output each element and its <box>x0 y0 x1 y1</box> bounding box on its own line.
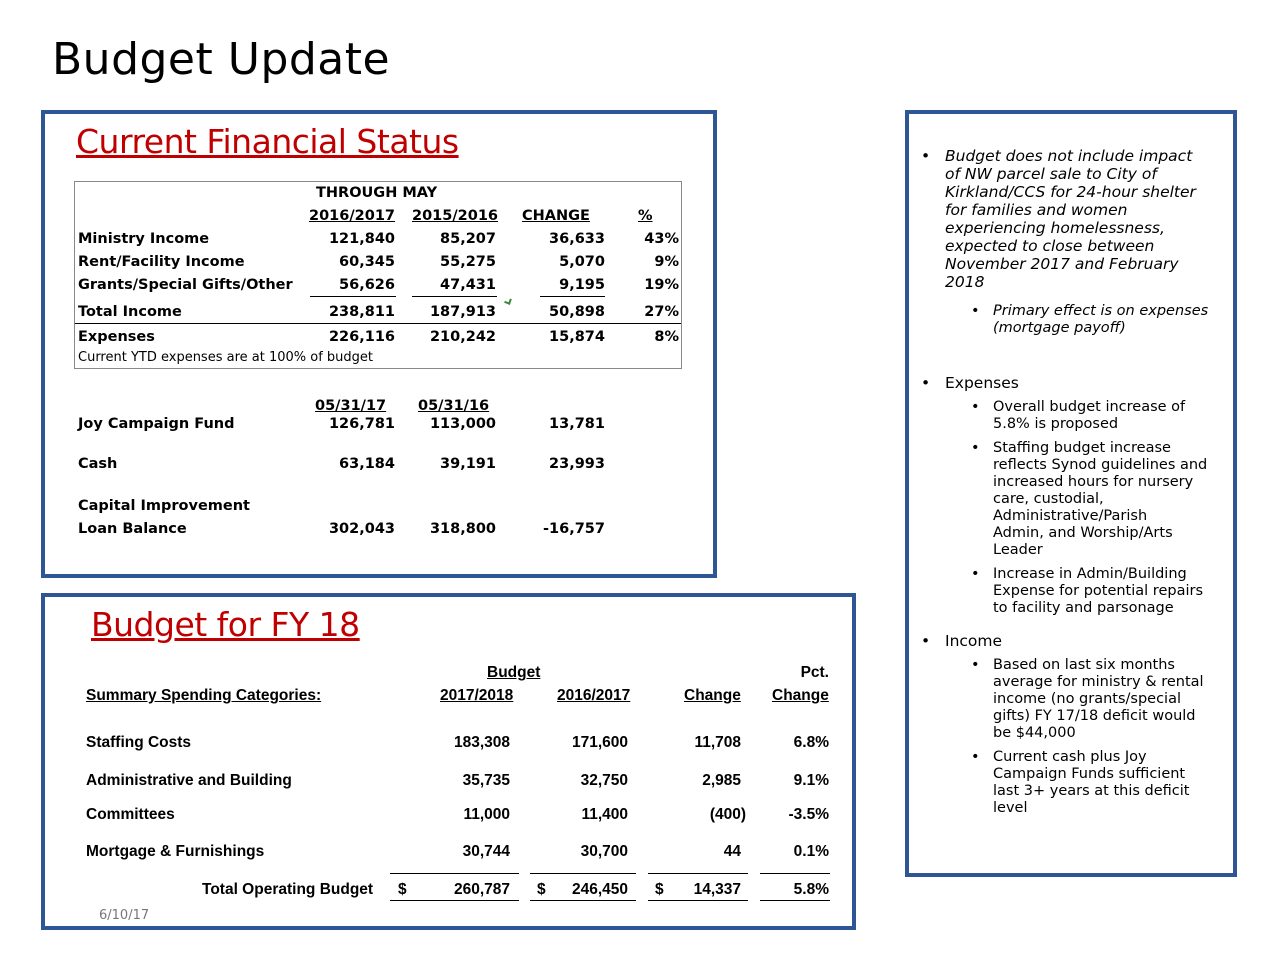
col-2016-2017: 2016/2017 <box>557 687 631 704</box>
budget-row-label: Administrative and Building <box>86 772 292 789</box>
balance-value: -16,757 <box>543 521 605 537</box>
note-income-heading: Income <box>945 632 1003 650</box>
col-change: Change <box>684 687 741 704</box>
balance-label: Cash <box>78 456 118 472</box>
total-underline <box>530 900 636 901</box>
budget-row-value: (400) <box>709 806 746 823</box>
row-value: 60,345 <box>339 254 395 270</box>
col-date-2017: 05/31/17 <box>315 398 387 414</box>
note-staffing: Staffing budget increase reflects Synod guidelines and increased hours for nursery care, custodial, Administrative/Parish Admin, and Worship/Arts Leader <box>993 440 1208 558</box>
bullet-icon: • <box>971 399 980 415</box>
row-value: 226,116 <box>328 329 395 345</box>
row-label: Total Income <box>78 304 182 320</box>
note-six-months: Based on last six months average for ministry & rental income (no grants/special gifts) FY 17/18 deficit would be $44,000 <box>993 657 1204 741</box>
note-parcel-sale: Budget does not include impact of NW parcel sale to City of Kirkland/CCS for 24-hour shelter for families and women experiencing homelessness, expected to close between November 2017 and February 2018 <box>945 147 1196 291</box>
balance-value: 63,184 <box>339 456 395 472</box>
row-value: 36,633 <box>549 231 605 247</box>
budget-row-value: 183,308 <box>453 734 510 751</box>
row-value: 85,207 <box>440 231 496 247</box>
budget-row-value: 30,744 <box>462 843 510 860</box>
col-percent: % <box>638 208 653 224</box>
row-value: 19% <box>644 277 679 293</box>
row-value: 15,874 <box>549 329 605 345</box>
budget-row-label: Staffing Costs <box>86 734 192 751</box>
budget-row-value: 171,600 <box>571 734 628 751</box>
row-value: 55,275 <box>440 254 496 270</box>
financial-status-heading: Current Financial Status <box>76 122 459 161</box>
pct-col-header: Pct. <box>800 664 829 681</box>
bullet-icon: • <box>971 566 980 582</box>
col-pct-change: Change <box>772 687 829 704</box>
currency-symbol: $ <box>537 881 546 898</box>
currency-symbol: $ <box>655 881 664 898</box>
row-value: 8% <box>654 329 679 345</box>
total-underline <box>390 900 519 901</box>
bullet-icon: • <box>971 657 980 673</box>
through-may-label: THROUGH MAY <box>316 185 438 201</box>
total-rule <box>530 873 636 874</box>
budget-row-value: 32,750 <box>580 772 628 789</box>
budget-row-value: 2,985 <box>702 772 741 789</box>
budget-row-label: Committees <box>86 806 175 823</box>
budget-row-value: 9.1% <box>793 772 829 789</box>
note-primary-effect: Primary effect is on expenses (mortgage payoff) <box>993 303 1209 336</box>
row-value: 210,242 <box>429 329 496 345</box>
col-2016-2017: 2016/2017 <box>309 208 396 224</box>
total-budget-label: Total Operating Budget <box>202 881 374 898</box>
total-rule <box>648 873 748 874</box>
total-value: 260,787 <box>453 881 510 898</box>
budget-row-value: 30,700 <box>580 843 628 860</box>
budget-row-label: Mortgage & Furnishings <box>86 843 265 860</box>
row-label: Rent/Facility Income <box>78 254 245 270</box>
balance-label: Capital Improvement <box>78 498 250 514</box>
balance-value: 126,781 <box>328 416 395 432</box>
currency-symbol: $ <box>398 881 407 898</box>
balance-label: Joy Campaign Fund <box>78 416 235 432</box>
budget-row-value: 44 <box>723 843 741 860</box>
total-value: 5.8% <box>793 881 829 898</box>
note-admin-building: Increase in Admin/Building Expense for potential repairs to facility and parsonage <box>993 566 1203 616</box>
note-cash-sufficient: Current cash plus Joy Campaign Funds sufficient last 3+ years at this deficit level <box>993 749 1190 816</box>
row-label: Ministry Income <box>78 231 210 247</box>
budget-row-value: -3.5% <box>788 806 829 823</box>
budget-row-value: 11,708 <box>694 734 741 751</box>
budget-heading: Budget for FY 18 <box>91 605 360 644</box>
row-value: 50,898 <box>549 304 605 320</box>
balance-value: 23,993 <box>549 456 605 472</box>
balance-label: Loan Balance <box>78 521 187 537</box>
bullet-icon: • <box>921 147 931 165</box>
bullet-icon: • <box>971 440 980 456</box>
subtotal-rule <box>310 296 396 297</box>
row-label: Grants/Special Gifts/Other <box>78 277 293 293</box>
total-value: 14,337 <box>693 881 741 898</box>
col-2015-2016: 2015/2016 <box>412 208 499 224</box>
budget-row-value: 6.8% <box>793 734 829 751</box>
page-title: Budget Update <box>52 34 391 85</box>
row-value: 5,070 <box>559 254 605 270</box>
row-value: 47,431 <box>440 277 496 293</box>
total-underline <box>760 900 830 901</box>
subtotal-rule <box>540 296 605 297</box>
col-date-2016: 05/31/16 <box>418 398 490 414</box>
bullet-icon: • <box>921 374 931 392</box>
balance-value: 302,043 <box>328 521 395 537</box>
note-expenses-heading: Expenses <box>945 374 1019 392</box>
row-value: 187,913 <box>429 304 496 320</box>
budget-row-value: 11,400 <box>581 806 628 823</box>
summary-categories-label: Summary Spending Categories: <box>86 687 322 704</box>
note-overall-increase: Overall budget increase of 5.8% is proposed <box>993 399 1186 432</box>
row-value: 9,195 <box>559 277 605 293</box>
slide-date: 6/10/17 <box>99 908 150 923</box>
col-change: CHANGE <box>522 208 590 224</box>
row-value: 9% <box>654 254 679 270</box>
subtotal-rule <box>412 296 497 297</box>
total-divider <box>75 323 681 324</box>
row-value: 43% <box>644 231 679 247</box>
row-value: 238,811 <box>328 304 395 320</box>
balance-value: 13,781 <box>549 416 605 432</box>
budget-row-value: 11,000 <box>463 806 510 823</box>
total-value: 246,450 <box>571 881 628 898</box>
budget-row-value: 35,735 <box>462 772 510 789</box>
balance-value: 318,800 <box>429 521 496 537</box>
row-value: 56,626 <box>339 277 395 293</box>
bullet-icon: • <box>971 303 980 319</box>
budget-col-header: Budget <box>487 664 541 681</box>
balance-value: 39,191 <box>440 456 496 472</box>
total-rule <box>760 873 830 874</box>
bullet-icon: • <box>921 632 931 650</box>
total-underline <box>648 900 748 901</box>
row-value: 27% <box>644 304 679 320</box>
row-label: Expenses <box>78 329 155 345</box>
balance-value: 113,000 <box>429 416 496 432</box>
row-value: 121,840 <box>328 231 395 247</box>
budget-row-value: 0.1% <box>793 843 829 860</box>
total-rule <box>390 873 519 874</box>
bullet-icon: • <box>971 749 980 765</box>
col-2017-2018: 2017/2018 <box>440 687 514 704</box>
ytd-note: Current YTD expenses are at 100% of budget <box>78 350 374 365</box>
